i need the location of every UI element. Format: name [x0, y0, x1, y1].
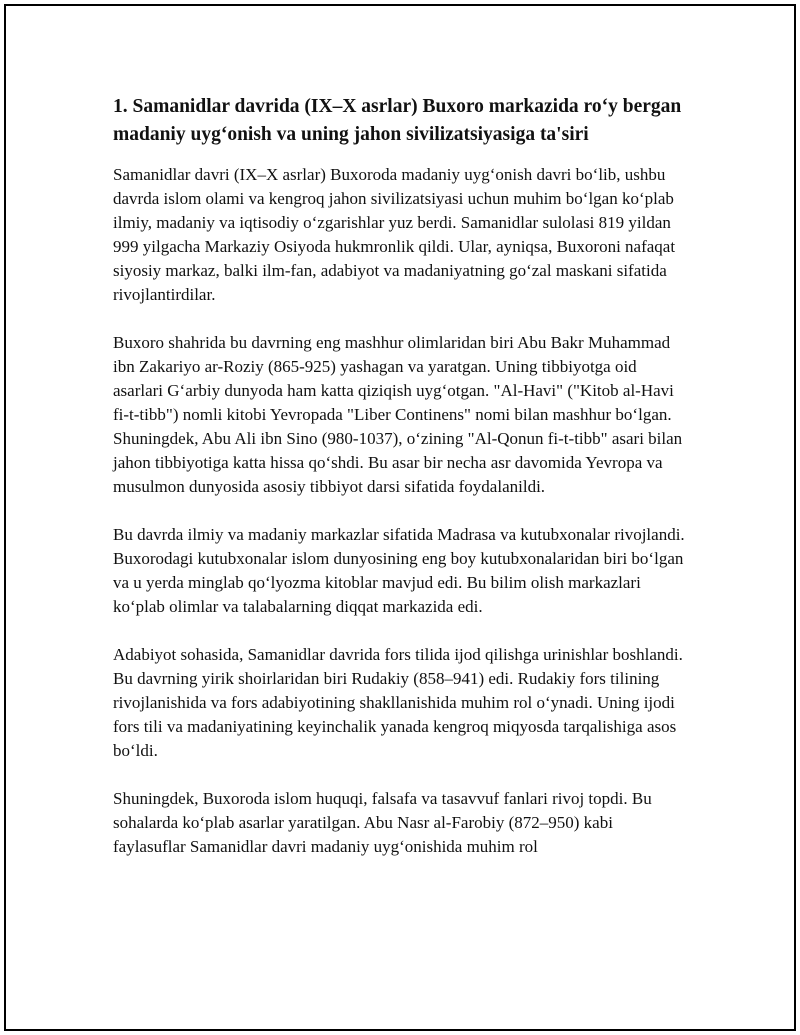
- paragraph: Samanidlar davri (IX–X asrlar) Buxoroda madaniy uygʻonish davri boʻlib, ushbu davrda islom olami va kengroq jahon sivilizatsiyasi uchun muhim boʻlgan koʻplab ilmiy, madaniy va iqtisodiy oʻzgarishlar yuz berdi. Samanidlar sulolasi 819 yildan 999 yilgacha Markaziy Osiyoda hukmronlik qildi. Ular, ayniqsa, Buxoroni nafaqat siyosiy markaz, balki ilm-fan, adabiyot va madaniyatning goʻzal maskani sifatida rivojlantirdilar.: [113, 165, 676, 304]
- paragraph: Adabiyot sohasida, Samanidlar davrida fors tilida ijod qilishga urinishlar boshlandi. Bu davrning yirik shoirlaridan biri Rudakiy (858–941) edi. Rudakiy fors tilining rivojlanishida va fors adabiyotining shakllanishida muhim rol oʻynadi. Uning ijodi fors tili va madaniyatining keyinchalik yanada kengroq miqyosda tarqalishiga asos boʻldi.: [113, 645, 683, 760]
- paragraph: Shuningdek, Buxoroda islom huquqi, falsafa va tasavvuf fanlari rivoj topdi. Bu sohalarda koʻplab asarlar yaratilgan. Abu Nasr al-Farobiy (872–950) kabi faylasuflar Samanidlar davri madaniy uygʻonishida muhim rol: [113, 789, 652, 856]
- paragraph: Bu davrda ilmiy va madaniy markazlar sifatida Madrasa va kutubxonalar rivojlandi. Buxorodagi kutubxonalar islom dunyosining eng boy kutubxonalaridan biri boʻlgan va u yerda minglab qoʻlyozma kitoblar mavjud edi. Bu bilim olish markazlari koʻplab olimlar va talabalarning diqqat markazida edi.: [113, 525, 685, 616]
- document-body: [113, 93, 685, 883]
- paragraph: Buxoro shahrida bu davrning eng mashhur olimlaridan biri Abu Bakr Muhammad ibn Zakariyo ar-Roziy (865-925) yashagan va yaratgan. Uning tibbiyotga oid asarlari Gʻarbiy dunyoda ham katta qiziqish uygʻotgan. "Al-Havi" ("Kitob al-Havi fi-t-tibb") nomli kitobi Yevropada "Liber Continens" nomi bilan mashhur boʻlgan. Shuningdek, Abu Ali ibn Sino (980-1037), oʻzining "Al-Qonun fi-t-tibb" asari bilan jahon tibbiyotiga katta hissa qoʻshdi. Bu asar bir necha asr davomida Yevropa va musulmon dunyosida asosiy tibbiyot darsi sifatida foydalanildi.: [113, 333, 683, 496]
- document-title: 1. Samanidlar davrida (IX–X asrlar) Buxoro markazida roʻy bergan madaniy uygʻonish va uning jahon sivilizatsiyasiga ta'siri: [113, 96, 682, 145]
